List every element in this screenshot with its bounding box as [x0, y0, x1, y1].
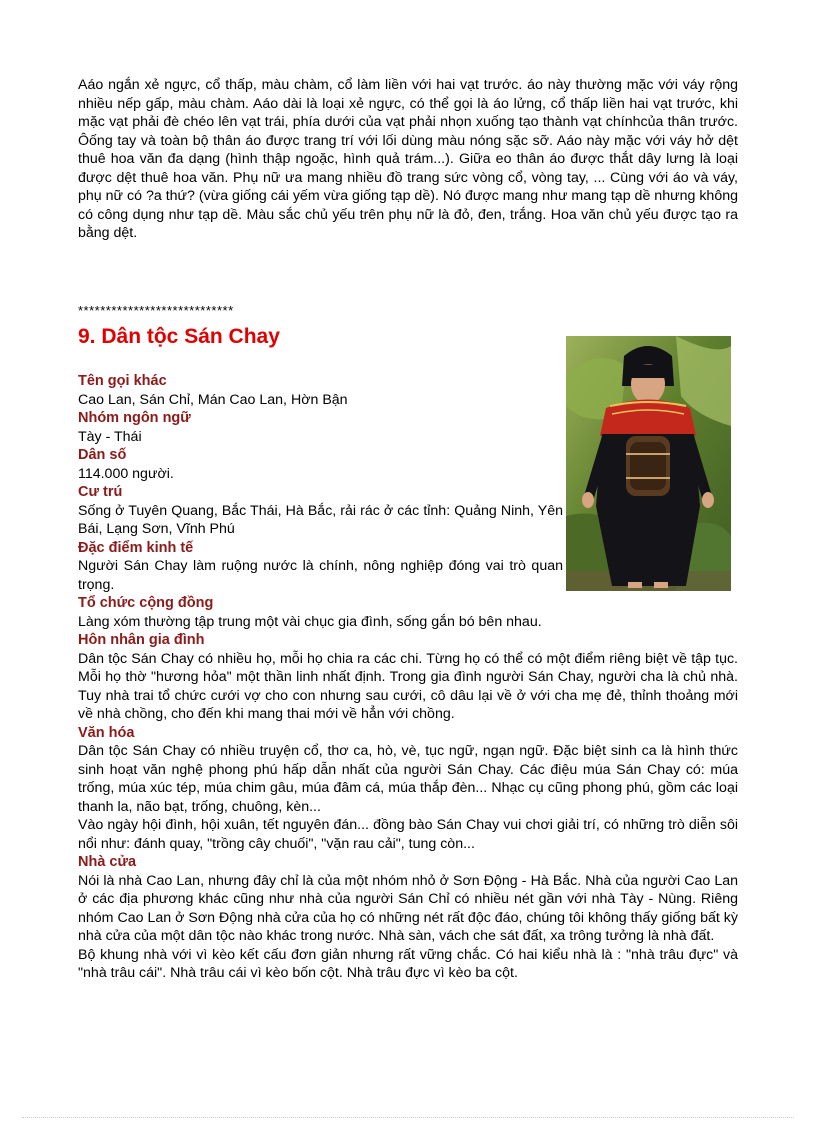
section-separator: ****************************: [78, 303, 234, 318]
heading-population: Dân số: [78, 447, 127, 463]
section-title: 9. Dân tộc Sán Chay: [78, 325, 280, 348]
heading-economy: Đặc điểm kinh tế: [78, 539, 194, 556]
text-culture: Dân tộc Sán Chay có nhiều truyện cổ, thơ ca, hò, vè, tục ngữ, ngạn ngữ. Đặc biệt sinh ca là hình thức sinh hoạt văn nghệ phong phú hấp dẫn nhất của người Sán Chay. Các điệu múa Sán Chay có: múa trống, múa xúc tép, múa chim gâu, múa đâm cá, múa thắp đèn... Nhạc cụ cũng phong phú, gồm các loại thanh la, não bạt, trống, chuông, kèn...: [78, 743, 738, 815]
heading-other-names: Tên gọi khác: [78, 373, 167, 389]
section-body: [78, 372, 738, 983]
heading-housing: Nhà cửa: [78, 854, 137, 870]
text-other-names: Cao Lan, Sán Chỉ, Mán Cao Lan, Hờn Bận: [78, 391, 348, 408]
text-community: Làng xóm thường tập trung một vài chục gia đình, sống gắn bó bên nhau.: [78, 613, 542, 630]
text-marriage-family: Dân tộc Sán Chay có nhiều họ, mỗi họ chia ra các chi. Từng họ có thể có một điểm riêng biệt về tập tục. Mỗi họ thờ "hương hỏa" một thần linh nhất định. Trong gia đình người Sán Chay, người cha là chủ nhà. Tuy nhà trai tổ chức cưới vợ cho con nhưng sau cưới, cô dâu lại về ở với cha mẹ đẻ, thỉnh thoảng mới về nhà chồng, cho đến khi mang thai mới về hẳn với chồng.: [78, 650, 738, 722]
text-housing-2: Bộ khung nhà với vì kèo kết cấu đơn giản nhưng rất vững chắc. Có hai kiểu nhà là : "nhà trâu đực" và "nhà trâu cái". Nhà trâu cái vì kèo bốn cột. Nhà trâu đực vì kèo ba cột.: [78, 946, 738, 981]
text-culture-2: Vào ngày hội đình, hội xuân, tết nguyên đán... đồng bào Sán Chay vui chơi giải trí, có những trò diễn sôi nổi như: đánh quay, "trồng cây chuối", "vặn rau cải", tung còn...: [78, 817, 738, 852]
heading-marriage-family: Hôn nhân gia đình: [78, 632, 205, 648]
text-residence: Sống ở Tuyên Quang, Bắc Thái, Hà Bắc, rải rác ở các tỉnh: Quảng Ninh, Yên Bái, Lạng Sơn, Vĩnh Phú: [78, 502, 563, 537]
page-bottom-border: [22, 1117, 794, 1118]
intro-paragraph: Aáo ngắn xẻ ngực, cổ thấp, màu chàm, cổ làm liền với hai vạt trước. áo này thường mặc với váy rộng nhiều nếp gấp, màu chàm. Aáo dài là loại xẻ ngực, có thể gọi là áo lửng, cổ thấp liền hai vạt trước, khi mặc vạt phải đè chéo lên vạt trái, phía dưới của vạt phải nhọn xuống tạo thành vạt chínhcủa thân trước. Ôống tay và toàn bộ thân áo được trang trí với lối dùng màu nóng sặc sỡ. Aáo này mặc với váy hở dệt thuê hoa văn đa dạng (hình thập ngoặc, hình quả trám...). Giữa eo thân áo được thắt dây lưng là loại được dệt thuê hoa văn. Phụ nữ ưa mang nhiều đồ trang sức vòng cổ, vòng tay, ... Cùng với áo và váy, phụ nữ có ?a thứ? (vừa giống cái yếm vừa giống tạp dề). Nó được mang như mang tạp dề nhưng không có công dụng như tạp dề. Màu sắc chủ yếu trên phụ nữ là đỏ, đen, trắng. Hoa văn chủ yếu được tạo ra bằng dệt.: [78, 77, 738, 241]
text-population: 114.000 người.: [78, 465, 174, 482]
text-language-group: Tày - Thái: [78, 428, 142, 445]
heading-community: Tổ chức cộng đồng: [78, 595, 214, 611]
heading-language-group: Nhóm ngôn ngữ: [78, 410, 191, 426]
text-housing: Nói là nhà Cao Lan, nhưng đây chỉ là của một nhóm nhỏ ở Sơn Động - Hà Bắc. Nhà của người Cao Lan ở các địa phương khác cũng như nhà của người Sán Chỉ có nhiều nét gần với nhà Tày - Nùng. Riêng nhóm Cao Lan ở Sơn Động nhà cửa của họ có những nét rất độc đáo, chúng tôi không thấy giống bất kỳ nhà cửa của một dân tộc nào khác trong nước. Nhà sàn, vách che sát đất, xa trông tưởng là nhà đất.: [78, 872, 738, 944]
text-economy: Người Sán Chay làm ruộng nước là chính, nông nghiệp đóng vai trò quan trọng.: [78, 558, 563, 593]
heading-culture: Văn hóa: [78, 724, 135, 741]
heading-residence: Cư trú: [78, 484, 123, 500]
